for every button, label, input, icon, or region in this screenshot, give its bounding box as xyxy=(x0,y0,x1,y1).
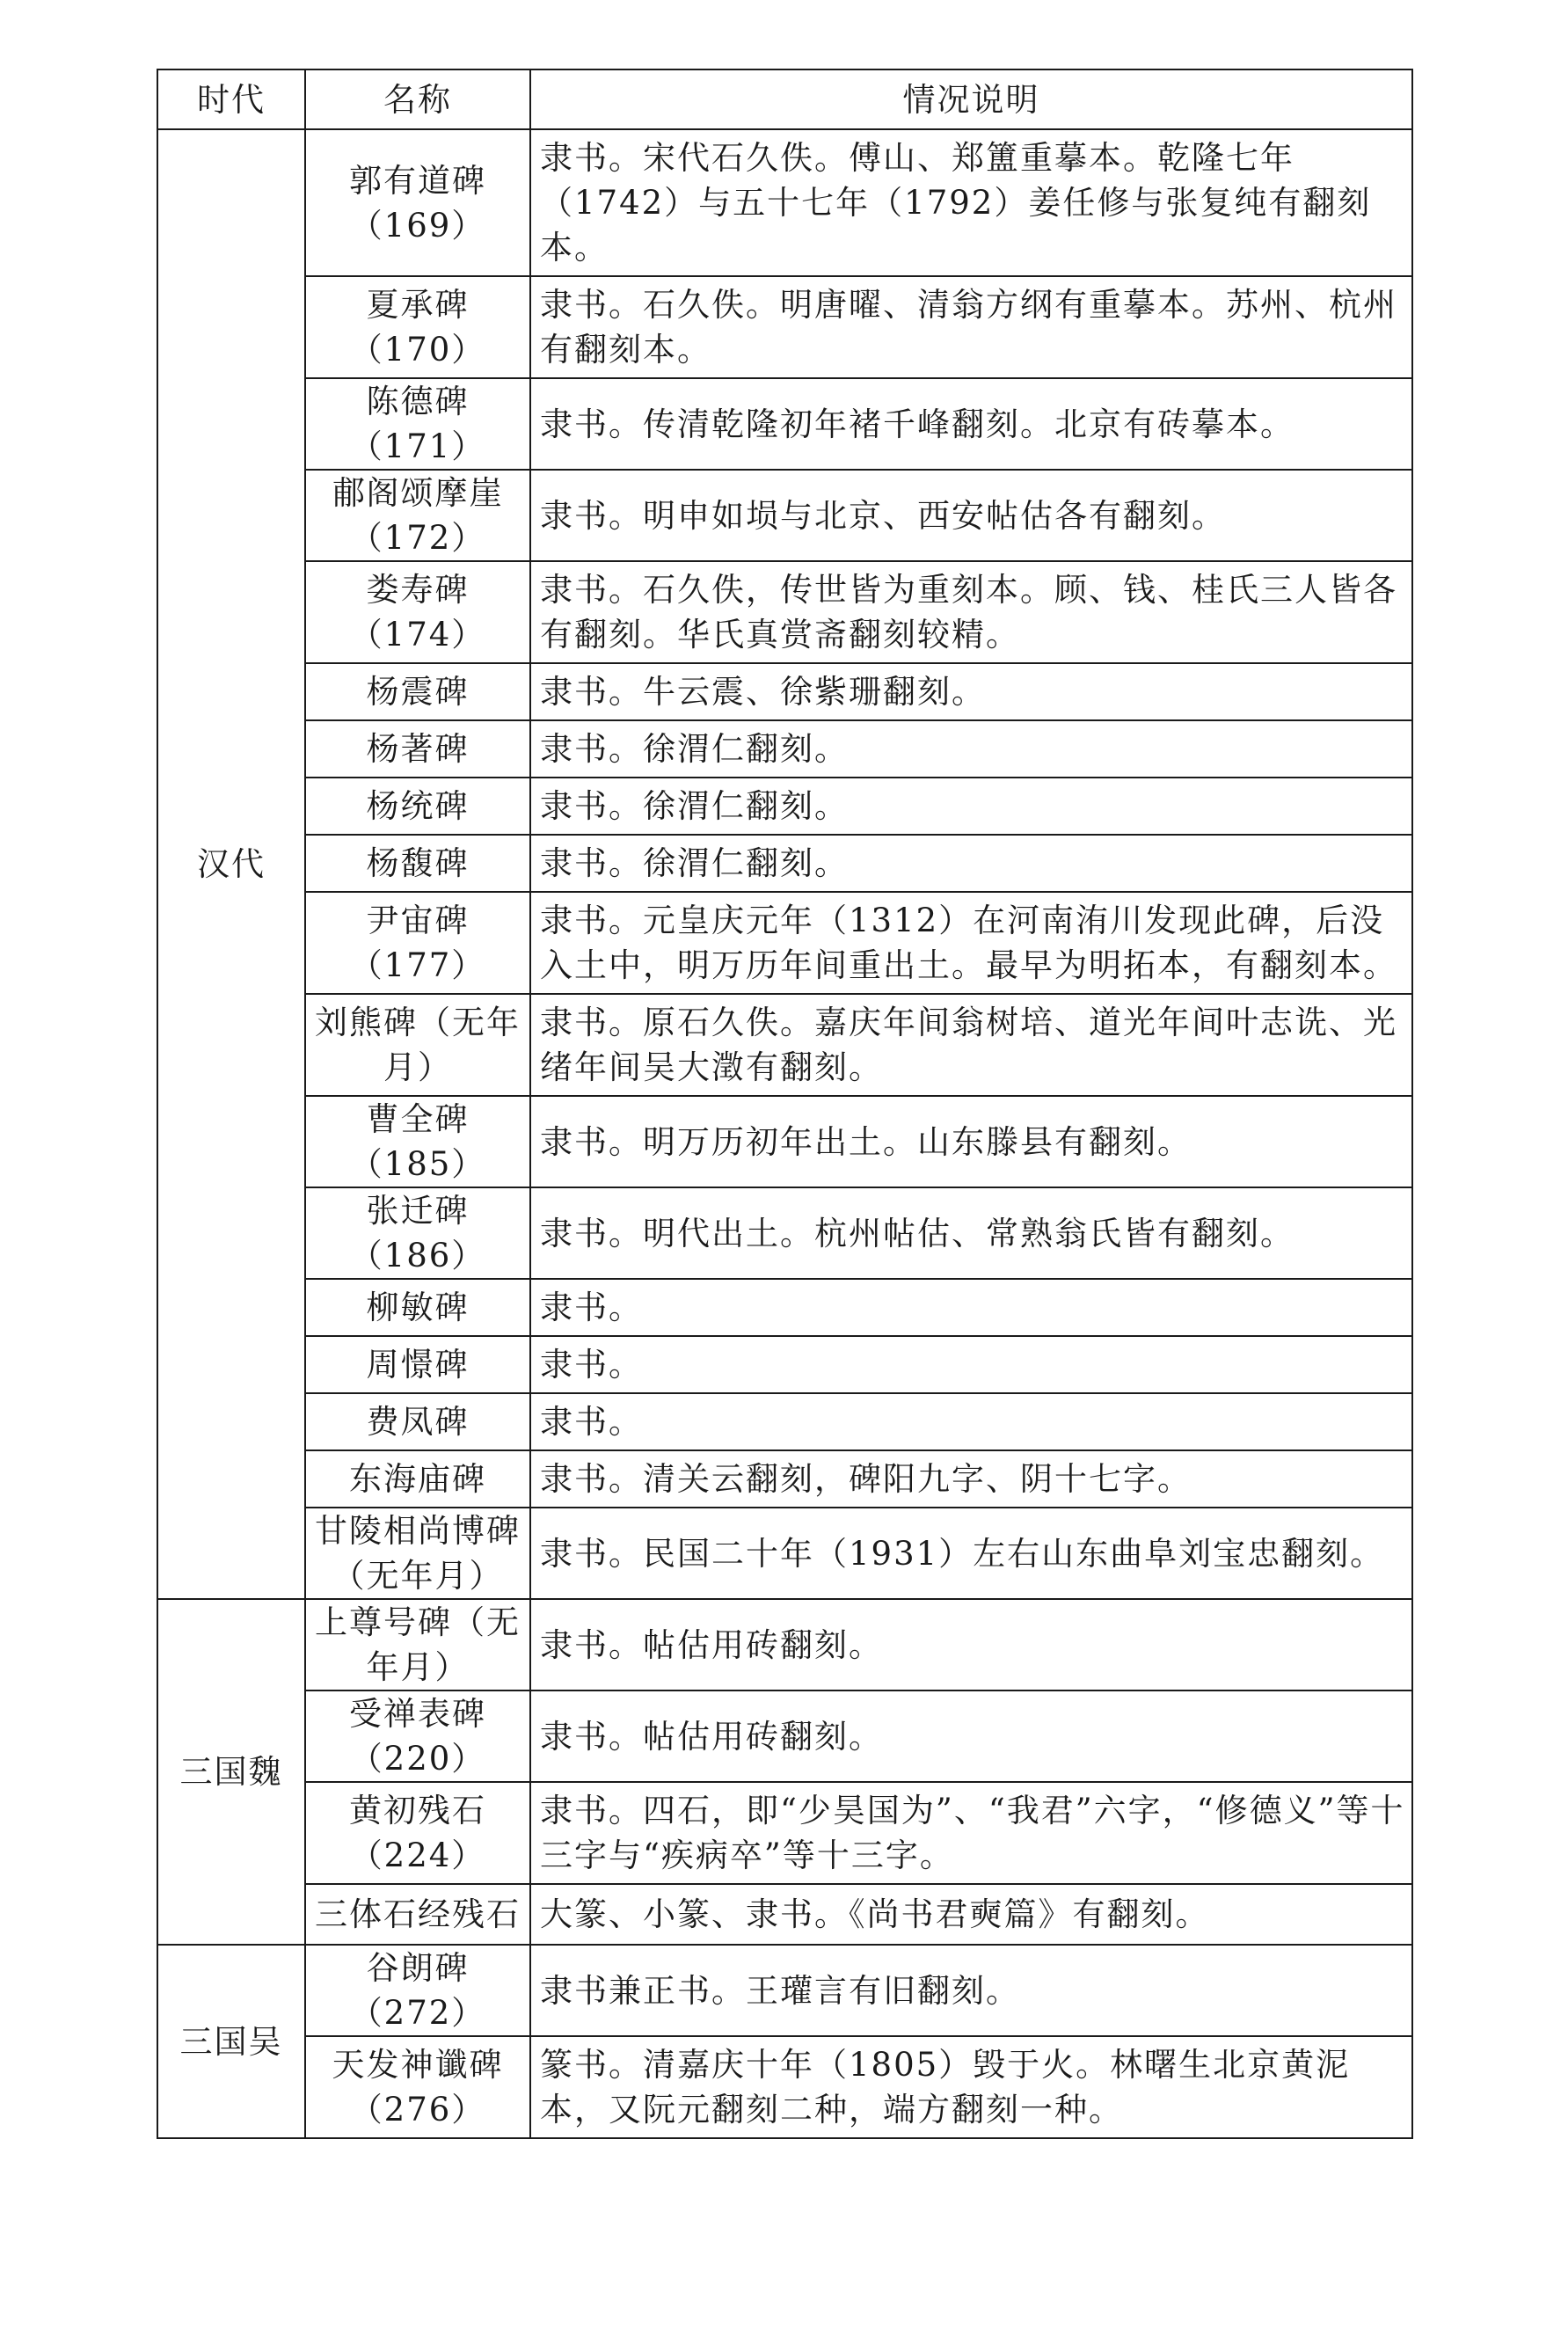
table-row xyxy=(157,994,1412,1096)
table-row xyxy=(157,663,1412,720)
description-cell: 隶书。 xyxy=(530,1393,1412,1450)
table-row xyxy=(157,720,1412,778)
stele-name-cell: 娄寿碑（174） xyxy=(305,561,530,663)
table-row xyxy=(157,1599,1412,1690)
table-row xyxy=(157,561,1412,663)
description-cell: 隶书。元皇庆元年（1312）在河南洧川发现此碑，后没入土中，明万历年间重出土。最早为明拓本，有翻刻本。 xyxy=(530,892,1412,994)
description-cell: 隶书。民国二十年（1931）左右山东曲阜刘宝忠翻刻。 xyxy=(530,1508,1412,1599)
stele-name-cell: 杨震碑 xyxy=(305,663,530,720)
stele-name-cell: 谷朗碑（272） xyxy=(305,1945,530,2036)
stele-name-cell: 杨统碑 xyxy=(305,778,530,835)
table-row xyxy=(157,470,1412,561)
description-cell: 隶书。帖估用砖翻刻。 xyxy=(530,1690,1412,1782)
description-cell: 隶书。四石，即“少昊国为”、“我君”六字，“修德义”等十三字与“疾病卒”等十三字。 xyxy=(530,1782,1412,1884)
table-row xyxy=(157,1450,1412,1508)
stele-table xyxy=(157,69,1413,2139)
description-cell: 隶书。宋代石久佚。傅山、郑簠重摹本。乾隆七年（1742）与五十七年（1792）姜任修与张复纯有翻刻本。 xyxy=(530,129,1412,276)
stele-name-cell: 甘陵相尚博碑（无年月） xyxy=(305,1508,530,1599)
stele-name-cell: 东海庙碑 xyxy=(305,1450,530,1508)
stele-name-cell: 郙阁颂摩崖（172） xyxy=(305,470,530,561)
stele-name-cell: 周憬碑 xyxy=(305,1336,530,1393)
stele-name-cell: 天发神谶碑（276） xyxy=(305,2036,530,2138)
table-row xyxy=(157,129,1412,276)
stele-name-cell: 尹宙碑（177） xyxy=(305,892,530,994)
description-cell: 隶书。明万历初年出土。山东滕县有翻刻。 xyxy=(530,1096,1412,1187)
description-cell: 隶书兼正书。王瓘言有旧翻刻。 xyxy=(530,1945,1412,2036)
description-cell: 隶书。明申如埙与北京、西安帖估各有翻刻。 xyxy=(530,470,1412,561)
table-row xyxy=(157,1096,1412,1187)
description-cell: 隶书。帖估用砖翻刻。 xyxy=(530,1599,1412,1690)
era-cell: 三国魏 xyxy=(157,1599,305,1945)
description-cell: 隶书。徐渭仁翻刻。 xyxy=(530,778,1412,835)
description-cell: 隶书。徐渭仁翻刻。 xyxy=(530,720,1412,778)
table-row xyxy=(157,1945,1412,2036)
table-row xyxy=(157,1336,1412,1393)
stele-name-cell: 郭有道碑（169） xyxy=(305,129,530,276)
table-row xyxy=(157,1508,1412,1599)
description-cell: 隶书。石久佚，传世皆为重刻本。顾、钱、桂氏三人皆各有翻刻。华氏真赏斋翻刻较精。 xyxy=(530,561,1412,663)
description-cell: 隶书。清关云翻刻，碑阳九字、阴十七字。 xyxy=(530,1450,1412,1508)
table-header xyxy=(157,69,1412,129)
table-row xyxy=(157,1187,1412,1279)
table-row xyxy=(157,1279,1412,1336)
header-description: 情况说明 xyxy=(530,69,1412,129)
stele-name-cell: 杨馥碑 xyxy=(305,835,530,892)
table-row xyxy=(157,276,1412,378)
table-row xyxy=(157,835,1412,892)
stele-name-cell: 三体石经残石 xyxy=(305,1884,530,1945)
header-era: 时代 xyxy=(157,69,305,129)
description-cell: 隶书。 xyxy=(530,1279,1412,1336)
stele-name-cell: 夏承碑（170） xyxy=(305,276,530,378)
stele-name-cell: 柳敏碑 xyxy=(305,1279,530,1336)
stele-name-cell: 刘熊碑（无年月） xyxy=(305,994,530,1096)
table-body xyxy=(157,129,1412,2138)
table-row xyxy=(157,1393,1412,1450)
stele-name-cell: 黄初残石（224） xyxy=(305,1782,530,1884)
stele-name-cell: 费凤碑 xyxy=(305,1393,530,1450)
table-row xyxy=(157,892,1412,994)
description-cell: 篆书。清嘉庆十年（1805）毁于火。林曙生北京黄泥本，又阮元翻刻二种，端方翻刻一种。 xyxy=(530,2036,1412,2138)
table-row xyxy=(157,378,1412,470)
table-row xyxy=(157,778,1412,835)
description-cell: 隶书。徐渭仁翻刻。 xyxy=(530,835,1412,892)
era-cell: 汉代 xyxy=(157,129,305,1599)
stele-name-cell: 曹全碑（185） xyxy=(305,1096,530,1187)
table-row xyxy=(157,1884,1412,1945)
description-cell: 隶书。原石久佚。嘉庆年间翁树培、道光年间叶志诜、光绪年间吴大澂有翻刻。 xyxy=(530,994,1412,1096)
era-cell: 三国吴 xyxy=(157,1945,305,2138)
table-row xyxy=(157,1782,1412,1884)
stele-name-cell: 陈德碑（171） xyxy=(305,378,530,470)
description-cell: 大篆、小篆、隶书。《尚书君奭篇》有翻刻。 xyxy=(530,1884,1412,1945)
stele-name-cell: 张迁碑（186） xyxy=(305,1187,530,1279)
description-cell: 隶书。石久佚。明唐曜、清翁方纲有重摹本。苏州、杭州有翻刻本。 xyxy=(530,276,1412,378)
stele-name-cell: 上尊号碑（无年月） xyxy=(305,1599,530,1690)
stele-name-cell: 杨著碑 xyxy=(305,720,530,778)
table-row xyxy=(157,1690,1412,1782)
description-cell: 隶书。传清乾隆初年褚千峰翻刻。北京有砖摹本。 xyxy=(530,378,1412,470)
description-cell: 隶书。明代出土。杭州帖估、常熟翁氏皆有翻刻。 xyxy=(530,1187,1412,1279)
description-cell: 隶书。牛云震、徐紫珊翻刻。 xyxy=(530,663,1412,720)
description-cell: 隶书。 xyxy=(530,1336,1412,1393)
header-row xyxy=(157,69,1412,129)
stele-name-cell: 受禅表碑（220） xyxy=(305,1690,530,1782)
header-name: 名称 xyxy=(305,69,530,129)
table-row xyxy=(157,2036,1412,2138)
